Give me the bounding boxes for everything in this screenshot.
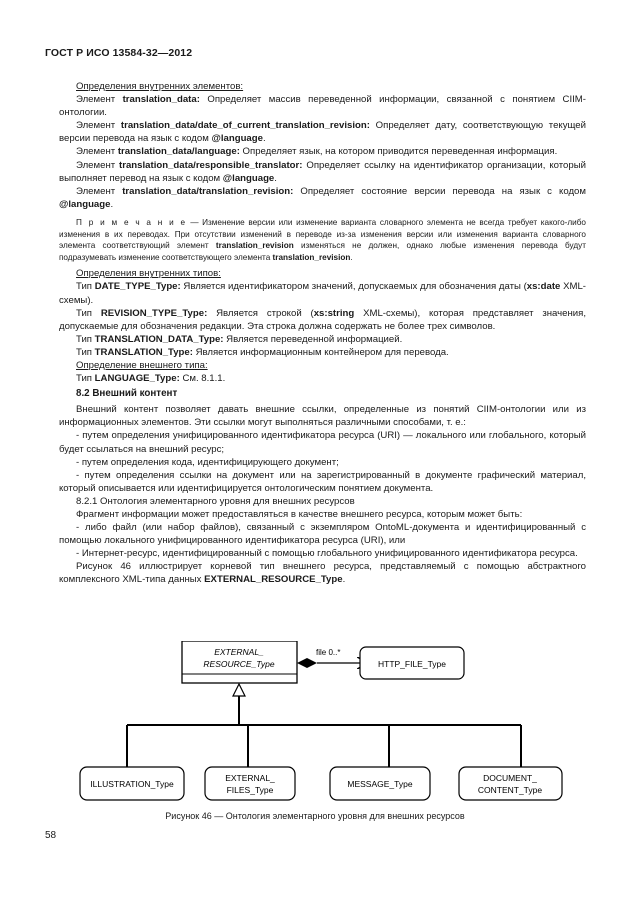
subclass-label: ILLUSTRATION_Type <box>90 779 174 789</box>
subclass-label: EXTERNAL_ <box>225 773 275 783</box>
paragraph: Внешний контент позволяет давать внешние ссылки, определенные из понятий CIIM-онтологии или из информационных элементов. Эти ссылки могут выполняться различными способами, т. е.: <box>59 404 586 429</box>
subclass-label: FILES_Type <box>226 785 274 795</box>
association-label: file 0..* <box>316 648 341 657</box>
list-item: - Интернет-ресурс, идентифицированный с помощью глобального унифицированного идентификатора ресурса. <box>76 548 578 560</box>
subclass-document-content <box>459 767 562 800</box>
definition-item: Элемент translation_data/date_of_current_translation_revision: Определяет дату, соответствующую текущей версии перевода на язык с кодом @language. <box>59 120 586 145</box>
type-definition: Тип TRANSLATION_Type: Является информационным контейнером для перевода. <box>76 346 449 358</box>
http-file-label: HTTP_FILE_Type <box>377 659 447 669</box>
page-content <box>59 80 586 587</box>
subclass-label: MESSAGE_Type <box>347 779 413 789</box>
root-class-label: EXTERNAL_ <box>214 647 264 657</box>
list-item: - путем определения ссылки на документ или на зарегистрированный в документе графический материал, который описывается или идентифицируется онтологическим понятием документа. <box>59 469 586 494</box>
type-definition: Тип TRANSLATION_DATA_Type: Является переведенной информацией. <box>76 333 403 345</box>
paragraph: Рисунок 46 иллюстрирует корневой тип внешнего ресурса, представляемый с помощью абстрактного комплексного XML-типа данных EXTERNAL_RESOURCE_Type. <box>59 561 586 586</box>
composition-association <box>297 648 368 668</box>
subclass-label: DOCUMENT_ <box>483 773 537 783</box>
definition-item: Элемент translation_data: Определяет массив переведенной информации, связанной с понятием CIIM-онтологии. <box>59 94 586 119</box>
list-item: - путем определения унифицированного идентификатора ресурса (URI) — локального или глобального, который будет ссылаться на внешний ресурс; <box>59 430 586 455</box>
paragraph: Фрагмент информации может предоставляться в качестве внешнего ресурса, которым может быть: <box>76 509 523 520</box>
subclass-illustration <box>80 767 184 800</box>
subclass-message <box>330 767 430 800</box>
figure-caption: Рисунок 46 — Онтология элементарного уровня для внешних ресурсов <box>165 811 465 821</box>
section-heading: Определения внутренних типов: <box>76 268 221 280</box>
http-file-box <box>360 647 464 679</box>
type-definition: Тип DATE_TYPE_Type: Является идентификатором значений, допускаемых для обозначения даты (xs:date XML-схемы). <box>59 281 586 306</box>
definition-item: Элемент translation_data/language: Определяет язык, на котором приводится переведенная информация. <box>76 146 558 158</box>
subclass-label: CONTENT_Type <box>477 785 543 795</box>
type-definition: Тип REVISION_TYPE_Type: Является строкой (xs:string XML-схемы), которая представляет значения, допускаемые для обозначения редакции. Эта строка должна содержать не более трех символов. <box>59 307 586 332</box>
list-item: - либо файл (или набор файлов), связанный с экземпляром OntoML-документа и идентифицированный с помощью локального унифицированного идентификатора ресурса (URI), или <box>59 522 586 547</box>
root-class-label: RESOURCE_Type <box>203 659 275 669</box>
section-heading: Определение внешнего типа: <box>76 359 208 371</box>
root-class-box <box>182 641 297 683</box>
subclass-external-files <box>205 767 295 800</box>
subsection-title: 8.2.1 Онтология элементарного уровня для внешних ресурсов <box>76 495 355 507</box>
page-number: 58 <box>45 830 57 841</box>
list-item: - путем определения кода, идентифицирующего документ; <box>76 456 339 468</box>
type-definition: Тип LANGUAGE_Type: См. 8.1.1. <box>76 373 226 385</box>
definition-item: Элемент translation_data/responsible_translator: Определяет ссылку на идентификатор организации, который выполняет перевод на язык с кодом @language. <box>59 159 586 184</box>
definition-item: Элемент translation_data/translation_revision: Определяет состояние версии перевода на язык с кодом @language. <box>59 185 586 210</box>
document-header: ГОСТ Р ИСО 13584-32—2012 <box>45 47 193 59</box>
section-title: 8.2 Внешний контент <box>76 388 178 400</box>
note-paragraph: П р и м е ч а н и е — Изменение версии или изменение варианта словарного элемента не всегда требует какого-либо изменения в их переводах. При отсутствии изменений в переводе из-за изменения версии или изменения варианта словарного элемента соответствующий элемент translation_revision изменяться не должен, однако любые изменения перевода будут подразумевать изменение соответствующего элемента translation_revision. <box>59 217 586 262</box>
uml-diagram <box>60 641 570 811</box>
inheritance-tree <box>127 684 521 767</box>
section-heading: Определения внутренних элементов: <box>76 81 244 92</box>
